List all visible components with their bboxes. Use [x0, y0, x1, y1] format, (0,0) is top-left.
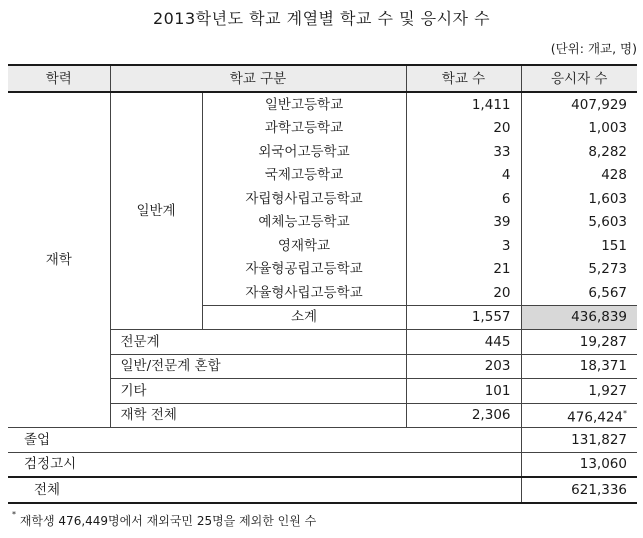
- applicant-count: 5,273: [521, 258, 637, 282]
- applicant-count: 1,603: [521, 187, 637, 211]
- applicant-count: 8,282: [521, 140, 637, 164]
- school-count: 6: [406, 187, 521, 211]
- school-count: 20: [406, 117, 521, 141]
- school-name: 자율형공립고등학교: [202, 258, 406, 282]
- applicant-count: 407,929: [521, 92, 637, 117]
- footnote-text: 재학생 476,449명에서 재외국민 25명을 제외한 인원 수: [19, 514, 317, 528]
- school-name: 일반고등학교: [202, 92, 406, 117]
- page-title: 2013학년도 학교 계열별 학교 수 및 응시자 수: [152, 9, 491, 28]
- school-count: 21: [406, 258, 521, 282]
- school-name: 외국어고등학교: [202, 140, 406, 164]
- subtotal-schools: 1,557: [406, 305, 521, 330]
- applicant-count: 5,603: [521, 211, 637, 235]
- header-school-type: 학교 구분: [110, 65, 406, 92]
- table-row: [8, 92, 637, 117]
- category-name: 전문계: [110, 330, 406, 355]
- school-count: 33: [406, 140, 521, 164]
- school-name: 과학고등학교: [202, 117, 406, 141]
- ged-row: [8, 452, 637, 477]
- enrolled-total-value: 476,424: [567, 409, 623, 425]
- applicant-count: 18,371: [521, 354, 637, 379]
- school-count: 203: [406, 354, 521, 379]
- table-header: [8, 65, 637, 92]
- graduates-applicants: 131,827: [521, 428, 637, 453]
- enrolled-total-label: 재학 전체: [110, 403, 406, 428]
- applicant-count: 151: [521, 234, 637, 258]
- header-applicants: 응시자 수: [521, 65, 637, 92]
- school-count: 4: [406, 164, 521, 188]
- applicant-count: 19,287: [521, 330, 637, 355]
- applicant-count: 1,003: [521, 117, 637, 141]
- header-schools: 학교 수: [406, 65, 521, 92]
- enrolled-total-applicants: [521, 403, 637, 428]
- grand-total-row: [8, 477, 637, 503]
- footnote-mark: *: [623, 408, 627, 418]
- school-name: 자율형사립고등학교: [202, 281, 406, 305]
- grand-total-applicants: 621,336: [521, 477, 637, 503]
- applicant-count: 1,927: [521, 379, 637, 404]
- school-name: 영재학교: [202, 234, 406, 258]
- subtotal-label: 소계: [202, 305, 406, 330]
- graduates-label: 졸업: [8, 428, 521, 453]
- grand-total-label: 전체: [8, 477, 521, 503]
- applicant-count: 428: [521, 164, 637, 188]
- ged-label: 검정고시: [8, 452, 521, 477]
- school-name: 자립형사립고등학교: [202, 187, 406, 211]
- general-label: 일반계: [110, 92, 202, 330]
- category-name: 일반/전문계 혼합: [110, 354, 406, 379]
- unit-note: (단위: 개교, 명): [550, 41, 637, 56]
- graduates-row: [8, 428, 637, 453]
- school-name: 예체능고등학교: [202, 211, 406, 235]
- school-name: 국제고등학교: [202, 164, 406, 188]
- ged-applicants: 13,060: [521, 452, 637, 477]
- school-count: 1,411: [406, 92, 521, 117]
- school-count: 101: [406, 379, 521, 404]
- school-count: 445: [406, 330, 521, 355]
- header-level: 학력: [8, 65, 110, 92]
- data-table: [8, 64, 637, 504]
- enrolled-label: 재학: [45, 252, 72, 268]
- applicant-count: 6,567: [521, 281, 637, 305]
- school-count: 20: [406, 281, 521, 305]
- category-name: 기타: [110, 379, 406, 404]
- footnote-marker: *: [12, 510, 16, 519]
- enrolled-total-schools: 2,306: [406, 403, 521, 428]
- school-count: 3: [406, 234, 521, 258]
- footnote: [12, 512, 316, 529]
- subtotal-applicants: 436,839: [521, 305, 637, 330]
- school-count: 39: [406, 211, 521, 235]
